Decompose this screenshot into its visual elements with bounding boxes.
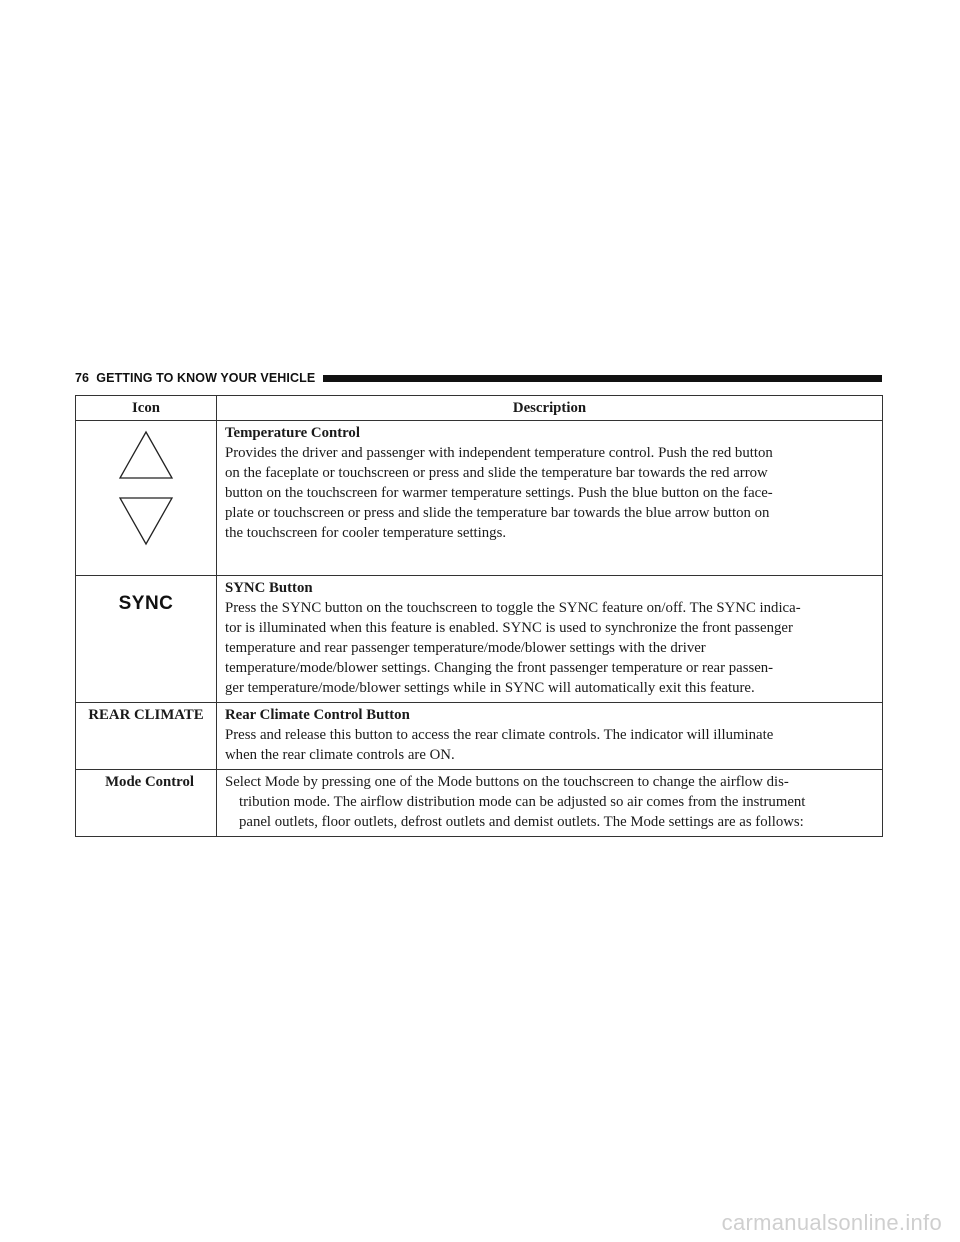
- table-row: [76, 421, 883, 576]
- table-row: [76, 770, 883, 837]
- row-title: Rear Climate Control Button: [225, 707, 410, 723]
- mode-control-label: Mode Control: [105, 774, 194, 790]
- section-title: GETTING TO KNOW YOUR VEHICLE: [96, 371, 316, 385]
- table-row: [76, 576, 883, 703]
- description-cell: [217, 770, 883, 837]
- climate-controls-table: [75, 395, 883, 837]
- column-header-icon: Icon: [76, 396, 217, 421]
- rear-climate-label: REAR CLIMATE: [88, 707, 204, 723]
- page-header-text: [75, 371, 323, 385]
- row-paragraph: [225, 725, 878, 765]
- row-line: tribution mode. The airflow distribution mode can be adjusted so air comes from the instrument: [239, 794, 806, 810]
- row-line: Press the SYNC button on the touchscreen to toggle the SYNC feature on/off. The SYNC indica-: [225, 600, 801, 616]
- sync-icon: SYNC: [118, 593, 174, 614]
- icon-cell: [76, 576, 217, 703]
- description-cell: [217, 703, 883, 770]
- header-rule: [323, 375, 882, 382]
- column-header-description: Description: [217, 396, 883, 421]
- icon-cell: [76, 770, 217, 837]
- row-line: Press and release this button to access the rear climate controls. The indicator will illuminate: [225, 727, 774, 743]
- page-header: [75, 370, 882, 386]
- row-line: ger temperature/mode/blower settings while in SYNC will automatically exit this feature.: [225, 680, 755, 696]
- row-title: Temperature Control: [225, 425, 360, 441]
- row-line: Provides the driver and passenger with independent temperature control. Push the red button: [225, 445, 773, 461]
- row-line: temperature and rear passenger temperature/mode/blower settings with the driver: [225, 640, 706, 656]
- icon-cell: [76, 421, 217, 576]
- temperature-up-down-arrows-icon: [76, 421, 216, 547]
- description-cell: [217, 576, 883, 703]
- table-header-row: [76, 396, 883, 421]
- row-line: tor is illuminated when this feature is enabled. SYNC is used to synchronize the front passenger: [225, 620, 793, 636]
- description-cell: [217, 421, 883, 576]
- table-row: [76, 703, 883, 770]
- row-line: button on the touchscreen for warmer temperature settings. Push the blue button on the face-: [225, 485, 773, 501]
- row-line: panel outlets, floor outlets, defrost outlets and demist outlets. The Mode settings are as follows:: [239, 814, 804, 830]
- row-line: Select Mode by pressing one of the Mode buttons on the touchscreen to change the airflow dis-: [225, 774, 789, 790]
- row-line: temperature/mode/blower settings. Changing the front passenger temperature or rear passen-: [225, 660, 774, 676]
- row-line: the touchscreen for cooler temperature settings.: [225, 525, 507, 541]
- watermark: carmanualsonline.info: [721, 1210, 942, 1235]
- page-number: 76: [75, 371, 90, 385]
- row-line: on the faceplate or touchscreen or press and slide the temperature bar towards the red arrow: [225, 465, 768, 481]
- row-line: plate or touchscreen or press and slide the temperature bar towards the blue arrow button on: [225, 505, 770, 521]
- up-arrow-icon: [116, 429, 176, 481]
- down-arrow-icon: [116, 495, 176, 547]
- icon-cell: [76, 703, 217, 770]
- row-title: SYNC Button: [225, 580, 313, 596]
- row-line: when the rear climate controls are ON.: [225, 747, 455, 763]
